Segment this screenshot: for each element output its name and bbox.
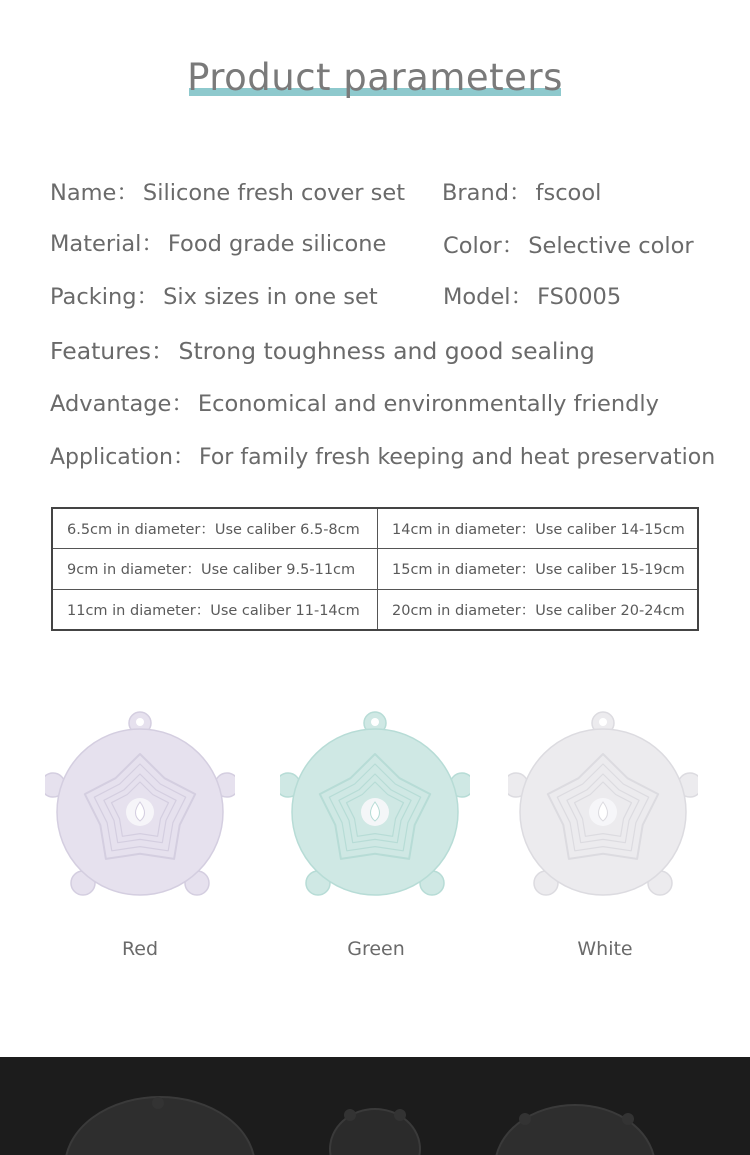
- param-value: Economical and environmentally friendly: [197, 391, 659, 417]
- param-features: [50, 332, 595, 366]
- param-brand: [442, 175, 601, 207]
- param-key: Brand: [442, 180, 510, 206]
- green-lid-image: [280, 705, 470, 905]
- param-separator: ：: [141, 231, 164, 257]
- dark-product-banner: [0, 1057, 750, 1155]
- table-cell: 20cm in diameter：Use caliber 20-24cm: [378, 589, 699, 630]
- param-key: Model: [443, 284, 511, 310]
- red-lid-image: [45, 705, 235, 905]
- table-cell: 6.5cm in diameter：Use caliber 6.5-8cm: [52, 508, 378, 549]
- param-key: Features: [50, 337, 152, 365]
- table-cell: 9cm in diameter：Use caliber 9.5-11cm: [52, 549, 378, 589]
- parameter-list: [0, 0, 750, 480]
- white-lid-image: [508, 705, 698, 905]
- page-title-text: Product parameters: [187, 56, 563, 99]
- table-cell: 14cm in diameter：Use caliber 14-15cm: [378, 508, 699, 549]
- param-material: [50, 226, 386, 258]
- param-separator: ：: [171, 391, 194, 417]
- table-cell: 15cm in diameter：Use caliber 15-19cm: [378, 549, 699, 589]
- lid-drawing: [45, 705, 235, 905]
- param-name: [50, 175, 405, 207]
- param-value: Six sizes in one set: [163, 284, 378, 310]
- table-cell: 11cm in diameter：Use caliber 11-14cm: [52, 589, 378, 630]
- param-separator: ：: [172, 445, 195, 470]
- param-key: Material: [50, 231, 142, 257]
- green-label: Green: [347, 938, 405, 960]
- table-row: [52, 508, 698, 549]
- param-key: Application: [50, 445, 173, 470]
- param-value: Selective color: [528, 233, 694, 259]
- param-application: [50, 440, 715, 471]
- table-row: [52, 589, 698, 630]
- param-value: Strong toughness and good sealing: [178, 337, 595, 365]
- param-value: For family fresh keeping and heat preservation: [198, 445, 716, 470]
- param-model: [443, 279, 621, 311]
- param-separator: ：: [501, 233, 525, 259]
- param-separator: ：: [151, 337, 175, 365]
- red-label: Red: [121, 938, 159, 960]
- table-row: [52, 549, 698, 589]
- param-key: Packing: [50, 284, 137, 310]
- param-key: Color: [443, 233, 502, 259]
- param-color: [443, 228, 694, 260]
- param-packing: [50, 279, 378, 311]
- size-table: [51, 507, 699, 631]
- lid-drawing: [280, 705, 470, 905]
- param-separator: ：: [509, 180, 532, 206]
- param-value: fscool: [535, 180, 602, 206]
- param-separator: ：: [136, 284, 160, 310]
- param-key: Name: [50, 180, 117, 206]
- dark-lids-photo: [0, 1057, 750, 1155]
- lid-drawing: [508, 705, 698, 905]
- white-label: White: [577, 938, 633, 960]
- param-key: Advantage: [50, 391, 172, 417]
- param-value: Silicone fresh cover set: [142, 180, 406, 206]
- param-value: Food grade silicone: [167, 231, 387, 257]
- param-separator: ：: [116, 180, 139, 206]
- param-value: FS0005: [537, 284, 622, 310]
- param-separator: ：: [510, 284, 534, 310]
- param-advantage: [50, 386, 659, 418]
